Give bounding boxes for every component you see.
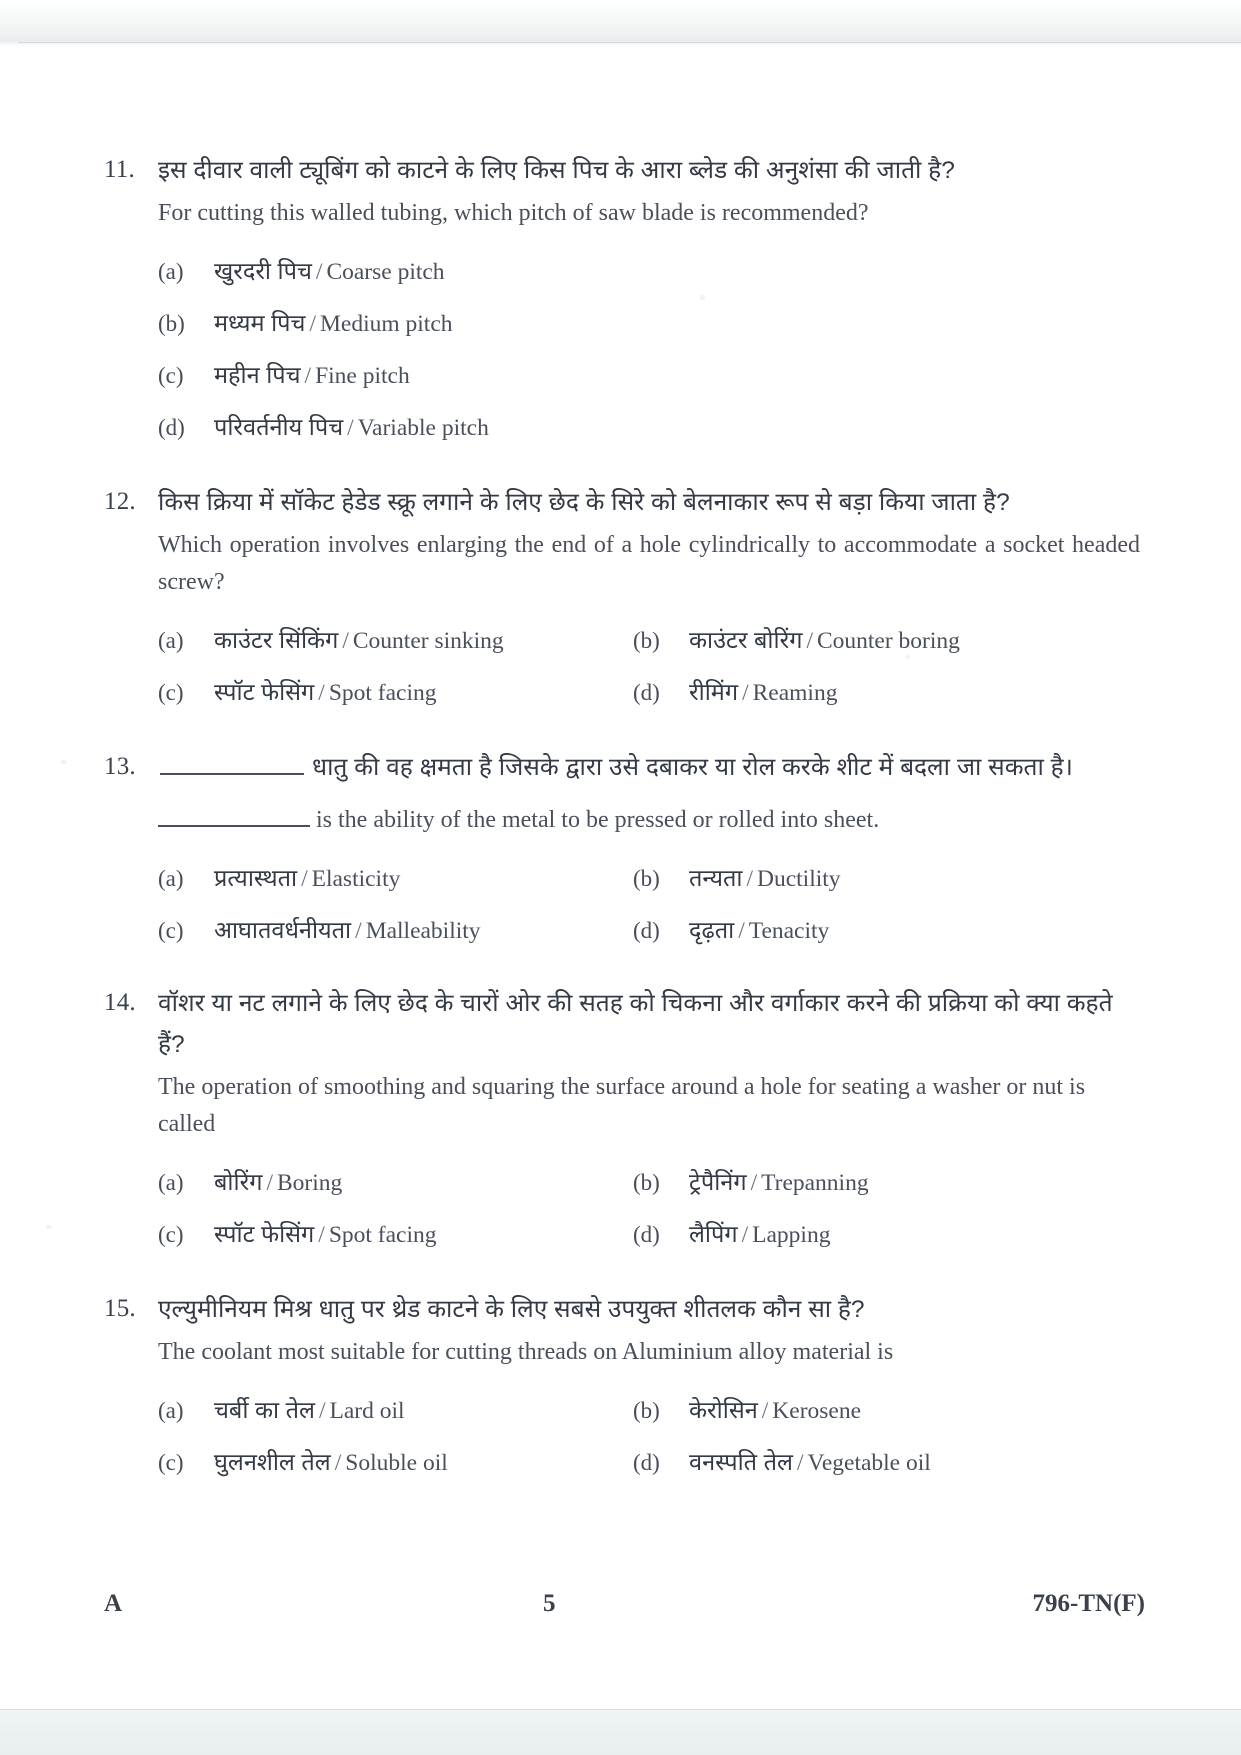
option-c[interactable]: [158, 675, 633, 707]
option-separator: /: [318, 680, 325, 706]
question-block: [104, 1289, 1140, 1477]
option-text-hindi: काउंटर सिंकिंग: [214, 627, 339, 653]
option-b[interactable]: [633, 861, 1103, 893]
option-text-english: Counter boring: [816, 628, 960, 654]
option-text-hindi: दृढ़ता: [689, 917, 735, 943]
option-text-hindi: वनस्पति तेल: [689, 1449, 793, 1475]
option-row: [158, 861, 1140, 893]
scan-speck: [46, 1225, 52, 1229]
option-separator: /: [266, 1170, 273, 1196]
option-text-hindi: घुलनशील तेल: [214, 1449, 331, 1475]
option-text-english: Soluble oil: [345, 1450, 448, 1476]
option-text: [214, 358, 410, 390]
option-a[interactable]: [158, 1393, 633, 1425]
option-text: [689, 675, 837, 707]
option-a[interactable]: [158, 861, 633, 893]
option-key: (b): [633, 1398, 660, 1423]
question-number: 13.: [104, 753, 136, 780]
option-key: (a): [158, 259, 184, 284]
option-c[interactable]: [158, 358, 1140, 390]
option-c[interactable]: [158, 913, 633, 945]
option-b[interactable]: [633, 1393, 1103, 1425]
option-text: [214, 306, 453, 338]
option-d[interactable]: [158, 410, 1140, 442]
option-row: [158, 358, 1140, 390]
option-key: (c): [158, 363, 184, 388]
option-key: (d): [158, 415, 185, 440]
question-body: [158, 150, 1140, 442]
option-a[interactable]: [158, 1165, 633, 1197]
option-key: (d): [633, 680, 660, 705]
option-separator: /: [342, 628, 349, 654]
scan-speck: [60, 760, 67, 764]
question-stem-english: Which operation involves enlarging the end of a hole cylindrically to accommodate a socket headed screw?: [158, 532, 1140, 595]
question-number: 11.: [104, 156, 135, 183]
option-separator: /: [318, 1398, 326, 1424]
question-block: [104, 983, 1140, 1249]
option-separator: /: [347, 415, 354, 441]
options-list: [158, 1393, 1140, 1477]
option-separator: /: [738, 918, 745, 944]
option-text: [689, 913, 829, 945]
question-number: 14.: [104, 989, 136, 1016]
question-number: 15.: [104, 1295, 136, 1322]
option-text: [689, 1165, 869, 1197]
option-separator: /: [746, 866, 753, 892]
option-text-english: Spot facing: [328, 680, 437, 706]
option-a[interactable]: [158, 623, 633, 655]
option-text-hindi: ट्रेपैनिंग: [689, 1169, 747, 1195]
option-text-hindi: स्पॉट फेसिंग: [214, 1221, 315, 1247]
option-key: (a): [158, 628, 184, 653]
option-text-english: Medium pitch: [320, 311, 453, 337]
question-stem-english: For cutting this walled tubing, which pitch of saw blade is recommended?: [158, 200, 869, 226]
question-stem-hindi: [158, 747, 1140, 788]
option-text-english: Vegetable oil: [807, 1450, 931, 1476]
option-text-hindi: काउंटर बोरिंग: [689, 627, 803, 653]
option-d[interactable]: [633, 1217, 1103, 1249]
option-b[interactable]: [633, 1165, 1103, 1197]
paper-code: 796-TN(F): [1032, 1590, 1145, 1617]
option-text-english: Malleability: [365, 918, 481, 944]
options-list: [158, 623, 1140, 707]
question-block: [104, 747, 1140, 945]
option-row: [158, 675, 1140, 707]
option-row: [158, 1393, 1140, 1425]
option-text: [689, 623, 960, 655]
question-stem-hindi: एल्युमीनियम मिश्र धातु पर थ्रेड काटने के लिए सबसे उपयुक्त शीतलक कौन सा है?: [158, 1296, 865, 1323]
option-text: [214, 1393, 405, 1425]
question-body: [158, 747, 1140, 945]
option-text-english: Counter sinking: [352, 628, 504, 654]
option-row: [158, 254, 1140, 286]
option-text: [689, 1393, 861, 1425]
option-row: [158, 1445, 1140, 1477]
option-text: [689, 1217, 830, 1249]
option-separator: /: [318, 1222, 325, 1248]
option-separator: /: [309, 311, 316, 337]
option-key: (b): [633, 628, 660, 653]
option-text-english: Lapping: [752, 1222, 831, 1248]
option-text-hindi: केरोसिन: [689, 1397, 758, 1423]
option-key: (c): [158, 1222, 184, 1247]
option-text-english: Tenacity: [748, 918, 830, 944]
option-key: (c): [158, 918, 184, 943]
options-list: [158, 254, 1140, 442]
option-text: [214, 861, 400, 893]
option-text-hindi: खुरदरी पिच: [214, 258, 312, 284]
option-separator: /: [796, 1450, 804, 1476]
option-separator: /: [742, 680, 749, 706]
question-stem-hindi: वॉशर या नट लगाने के लिए छेद के चारों ओर की सतह को चिकना और वर्गाकार करने की प्रक्रिया को क्या कहते हैं?: [158, 990, 1113, 1058]
question-number: 12.: [104, 488, 136, 515]
option-row: [158, 913, 1140, 945]
option-key: (a): [158, 866, 184, 891]
option-text-english: Reaming: [752, 680, 838, 706]
option-text-hindi: परिवर्तनीय पिच: [214, 414, 344, 440]
option-key: (d): [633, 1222, 660, 1247]
scan-edge-bottom: [0, 1657, 1241, 1755]
option-key: (d): [633, 918, 660, 943]
option-separator: /: [806, 628, 813, 654]
option-c[interactable]: [158, 1217, 633, 1249]
option-text-hindi: महीन पिच: [214, 362, 301, 388]
option-separator: /: [315, 259, 323, 285]
option-text: [214, 410, 489, 442]
question-block: [104, 150, 1140, 442]
option-key: (b): [633, 1170, 660, 1195]
option-separator: /: [334, 1450, 342, 1476]
option-b[interactable]: [633, 623, 1103, 655]
question-stem-hindi: किस क्रिया में सॉकेट हेडेड स्क्रू लगाने के लिए छेद के सिरे को बेलनाकार रूप से बड़ा किया जाता है?: [158, 489, 1010, 516]
booklet-series: A: [104, 1590, 123, 1617]
option-row: [158, 1217, 1140, 1249]
question-body: [158, 1289, 1140, 1477]
option-text: [214, 1445, 448, 1477]
option-separator: /: [304, 363, 312, 389]
option-key: (a): [158, 1398, 184, 1423]
option-text: [689, 1445, 931, 1477]
question-stem-english-text: is the ability of the metal to be pressed or rolled into sheet.: [316, 807, 880, 833]
option-key: (d): [633, 1450, 660, 1475]
option-key: (b): [633, 866, 660, 891]
option-text-english: Lard oil: [329, 1398, 405, 1424]
option-text-hindi: लैपिंग: [689, 1221, 738, 1247]
option-d[interactable]: [633, 1445, 1103, 1477]
option-text: [214, 913, 481, 945]
option-text-english: Trepanning: [761, 1170, 869, 1196]
option-row: [158, 1165, 1140, 1197]
option-text: [689, 861, 841, 893]
options-list: [158, 1165, 1140, 1249]
option-a[interactable]: [158, 254, 1140, 286]
option-key: (a): [158, 1170, 184, 1195]
option-separator: /: [750, 1170, 758, 1196]
question-stem-english: The coolant most suitable for cutting threads on Aluminium alloy material is: [158, 1339, 894, 1365]
question-stem-english: The operation of smoothing and squaring the surface around a hole for seating a washer or nut is called: [158, 1074, 1086, 1137]
option-text-english: Ductility: [756, 866, 841, 892]
options-list: [158, 861, 1140, 945]
option-key: (c): [158, 1450, 184, 1475]
question-body: [158, 983, 1140, 1249]
option-separator: /: [761, 1398, 769, 1424]
option-key: (c): [158, 680, 184, 705]
question-stem-english: [158, 802, 1140, 839]
option-d[interactable]: [633, 675, 1103, 707]
question-block: [104, 482, 1140, 707]
option-text-english: Coarse pitch: [326, 259, 445, 285]
option-text-english: Kerosene: [772, 1398, 862, 1424]
option-separator: /: [355, 918, 362, 944]
option-key: (b): [158, 311, 185, 336]
option-text-english: Elasticity: [311, 866, 401, 892]
option-text-hindi: रीमिंग: [689, 679, 739, 705]
option-text: [214, 1217, 437, 1249]
option-row: [158, 410, 1140, 442]
question-stem-hindi-text: धातु की वह क्षमता है जिसके द्वारा उसे दबाकर या रोल करके शीट में बदला जा सकता है।: [312, 754, 1073, 781]
fill-in-blank-hindi[interactable]: [160, 773, 304, 775]
page-footer: [104, 1590, 1145, 1618]
option-b[interactable]: [158, 306, 1140, 338]
option-text-hindi: चर्बी का तेल: [214, 1397, 315, 1423]
option-text-english: Boring: [276, 1170, 343, 1196]
option-text-english: Fine pitch: [315, 363, 410, 389]
option-separator: /: [301, 866, 308, 892]
questions-container: [104, 150, 1140, 1477]
option-text: [214, 623, 504, 655]
option-text-hindi: मध्यम पिच: [214, 310, 306, 336]
option-c[interactable]: [158, 1445, 633, 1477]
option-text-hindi: स्पॉट फेसिंग: [214, 679, 315, 705]
fill-in-blank-english[interactable]: [158, 825, 310, 827]
option-text-hindi: तन्यता: [689, 865, 743, 891]
scan-edge-top: [0, 0, 1241, 46]
question-stem-hindi: इस दीवार वाली ट्यूबिंग को काटने के लिए किस पिच के आरा ब्लेड की अनुशंसा की जाती है?: [158, 157, 955, 184]
option-text-hindi: प्रत्यास्थता: [214, 865, 298, 891]
option-row: [158, 623, 1140, 655]
option-separator: /: [741, 1222, 749, 1248]
option-text: [214, 1165, 342, 1197]
page-number: 5: [543, 1590, 556, 1617]
question-body: [158, 482, 1140, 707]
option-text-english: Variable pitch: [357, 415, 489, 441]
option-text-hindi: बोरिंग: [214, 1169, 263, 1195]
option-d[interactable]: [633, 913, 1103, 945]
option-text-english: Spot facing: [328, 1222, 437, 1248]
option-text: [214, 675, 437, 707]
option-text: [214, 254, 445, 286]
option-row: [158, 306, 1140, 338]
option-text-hindi: आघातवर्धनीयता: [214, 917, 352, 943]
